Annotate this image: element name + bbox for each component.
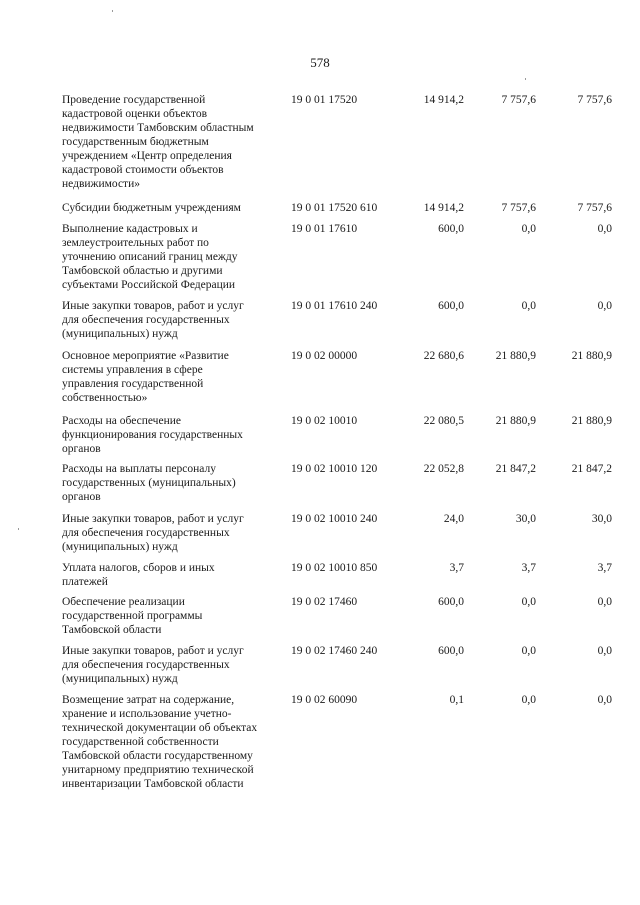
row-value-1: 22 052,8 — [423, 463, 464, 475]
row-value-3: 21 847,2 — [571, 463, 612, 475]
scan-mark-right — [525, 78, 526, 80]
row-value-3: 21 880,9 — [571, 350, 612, 362]
row-code: 19 0 02 10010 120 — [291, 463, 378, 475]
row-code: 19 0 02 60090 — [291, 694, 358, 706]
row-value-2: 0,0 — [521, 596, 536, 608]
row-value-3: 0,0 — [597, 300, 612, 312]
row-name: Возмещение затрат на содержание, хранение и использование учетно- технической документации об объектах государственной собственности Тамбовской области государственному унитарному предприятию технической инвентаризации Тамбовской области — [62, 694, 258, 790]
row-code: 19 0 02 00000 — [291, 350, 358, 362]
row-value-3: 0,0 — [597, 645, 612, 657]
row-value-3: 0,0 — [597, 596, 612, 608]
row-name: Иные закупки товаров, работ и услуг для обеспечения государственных (муниципальных) нужд — [62, 645, 244, 685]
row-value-2: 0,0 — [521, 645, 536, 657]
row-name: Расходы на выплаты персоналу государственных (муниципальных) органов — [62, 463, 236, 503]
row-value-3: 0,0 — [597, 694, 612, 706]
row-value-1: 600,0 — [438, 645, 464, 657]
row-value-3: 7 757,6 — [577, 94, 612, 106]
row-code: 19 0 01 17520 610 — [291, 202, 378, 214]
row-value-2: 21 880,9 — [495, 415, 536, 427]
scan-mark-left — [18, 528, 19, 530]
row-value-2: 0,0 — [521, 223, 536, 235]
row-value-2: 7 757,6 — [501, 202, 536, 214]
row-value-3: 3,7 — [597, 562, 612, 574]
row-value-2: 21 847,2 — [495, 463, 536, 475]
scan-mark-top — [112, 10, 113, 12]
row-value-3: 21 880,9 — [571, 415, 612, 427]
row-code: 19 0 02 17460 240 — [291, 645, 378, 657]
row-code: 19 0 01 17610 — [291, 223, 358, 235]
row-value-3: 30,0 — [591, 513, 612, 525]
row-value-2: 7 757,6 — [501, 94, 536, 106]
row-value-1: 22 680,6 — [423, 350, 464, 362]
row-name: Иные закупки товаров, работ и услуг для обеспечения государственных (муниципальных) нужд — [62, 300, 244, 340]
row-name: Иные закупки товаров, работ и услуг для обеспечения государственных (муниципальных) нужд — [62, 513, 244, 553]
page-number: 578 — [310, 55, 330, 70]
row-code: 19 0 02 17460 — [291, 596, 358, 608]
row-value-1: 600,0 — [438, 596, 464, 608]
row-value-2: 30,0 — [515, 513, 536, 525]
row-value-2: 0,0 — [521, 694, 536, 706]
row-code: 19 0 02 10010 — [291, 415, 358, 427]
row-value-3: 0,0 — [597, 223, 612, 235]
row-value-1: 3,7 — [449, 562, 464, 574]
row-value-1: 14 914,2 — [423, 202, 464, 214]
row-name: Уплата налогов, сборов и иных платежей — [62, 562, 215, 588]
row-name: Расходы на обеспечение функционирования государственных органов — [62, 415, 243, 455]
row-code: 19 0 02 10010 240 — [291, 513, 378, 525]
row-value-1: 600,0 — [438, 300, 464, 312]
row-value-3: 7 757,6 — [577, 202, 612, 214]
row-value-1: 24,0 — [443, 513, 464, 525]
row-code: 19 0 02 10010 850 — [291, 562, 378, 574]
row-value-2: 21 880,9 — [495, 350, 536, 362]
row-value-1: 22 080,5 — [423, 415, 464, 427]
row-value-1: 14 914,2 — [423, 94, 464, 106]
row-value-2: 3,7 — [521, 562, 536, 574]
row-name: Проведение государственной кадастровой оценки объектов недвижимости Тамбовским областным государственным бюджетным учреждением «Центр определения кадастровой стоимости объектов недвижимости» — [62, 94, 254, 190]
row-value-1: 0,1 — [449, 694, 464, 706]
row-name: Обеспечение реализации государственной программы Тамбовской области — [62, 596, 203, 636]
row-code: 19 0 01 17520 — [291, 94, 358, 106]
row-value-1: 600,0 — [438, 223, 464, 235]
row-name: Основное мероприятие «Развитие системы управления в сфере управления государственной собственностью» — [62, 350, 229, 404]
row-name: Субсидии бюджетным учреждениям — [62, 202, 241, 214]
row-code: 19 0 01 17610 240 — [291, 300, 378, 312]
row-value-2: 0,0 — [521, 300, 536, 312]
row-name: Выполнение кадастровых и землеустроительных работ по уточнению описаний границ между Тамбовской областью и другими субъектами Российской Федерации — [62, 223, 238, 291]
